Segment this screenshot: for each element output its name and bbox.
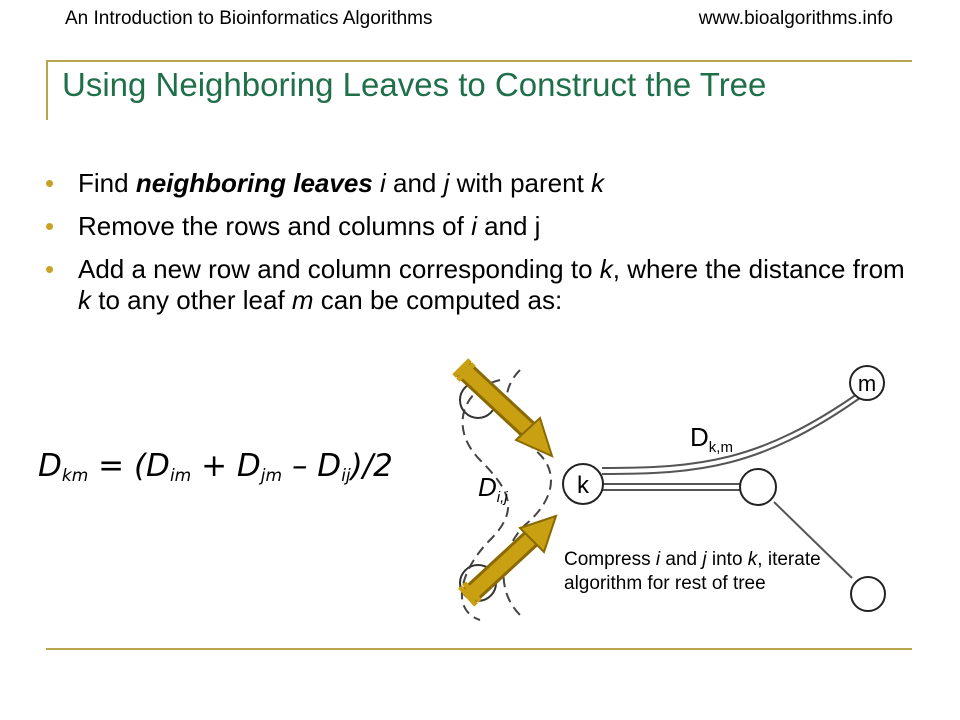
node-m-label: m (857, 371, 877, 396)
bullet-list (45, 168, 915, 328)
title-accent-horizontal (46, 60, 912, 62)
dkm-label: $D_{k,m}$ (690, 422, 733, 456)
figure-caption: Compress i and j into k, iterate algorithm for rest of tree (564, 549, 821, 594)
bullet-icon: • (45, 211, 55, 241)
dij-label: $D_{i,j}$ (478, 472, 508, 506)
node-internal (740, 469, 776, 505)
bullet-item: • Find neighboring leaves i and j with parent k (45, 168, 605, 198)
bullet-icon: • (45, 168, 55, 198)
leaf-bottom (851, 577, 885, 611)
tree-diagram (440, 350, 920, 650)
edge-k-m-2 (602, 398, 860, 474)
node-k-label: k (577, 472, 589, 499)
bullet-icon: • (45, 254, 55, 284)
bullet-item: • Remove the rows and columns of i and j (45, 211, 541, 241)
edge-k-m (602, 392, 860, 468)
book-title: An Introduction to Bioinformatics Algorithms (65, 8, 433, 29)
bullet-item: • Add a new row and column corresponding to k, where the distance from k to any other leaf m can be computed as: (45, 254, 905, 315)
website-url: www.bioalgorithms.info (698, 8, 893, 29)
arrow-top-icon (454, 360, 552, 456)
distance-formula: $D_{km} = (D_{im} + D_{jm} - D_{ij})/2$ (38, 448, 393, 486)
title-accent-vertical (46, 60, 48, 120)
slide-title: Using Neighboring Leaves to Construct the Tree (62, 66, 767, 103)
footer-divider (46, 648, 912, 650)
